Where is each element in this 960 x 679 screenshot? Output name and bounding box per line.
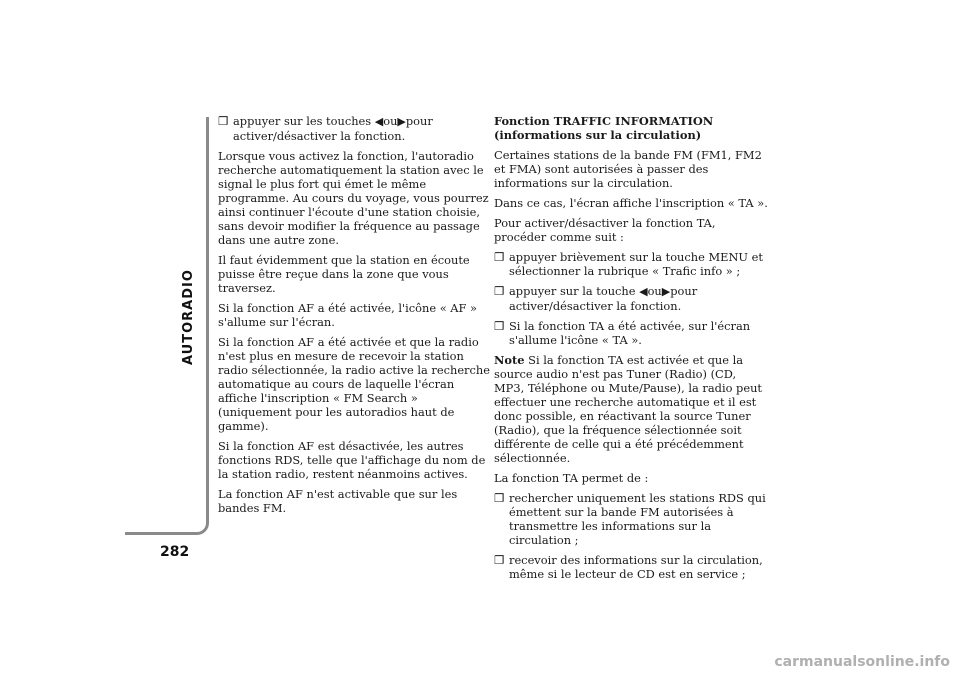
paragraph: Certaines stations de la bande FM (FM1, FM2 et FMA) sont autorisées à passer des informations sur la circulation. [494, 148, 762, 190]
bullet-text: rechercher uniquement les stations RDS qui émettent sur la bande FM autorisées à transmettre les informations sur la circulation ; [509, 491, 766, 547]
note-text: Si la fonction TA est activée et que la source audio n'est pas Tuner (Radio) (CD, MP3, Téléphone ou Mute/Pause), la radio peut effectuer une recherche automatique et il est donc possible, en réactivant la source Tuner (Radio), que la fréquence sélectionnée soit différente de celle qui a été précédemment sélectionnée. [494, 353, 763, 465]
paragraph: Il faut évidemment que la station en écoute puisse être reçue dans la zone que vous traversez. [218, 253, 470, 295]
paragraph: La fonction AF n'est activable que sur les bandes FM. [218, 487, 458, 515]
bullet-text-pre: appuyer sur la touche [509, 284, 636, 298]
bullet-text-pre: appuyer sur les touches [233, 114, 372, 128]
page-number: 282 [160, 544, 190, 560]
bullet-glyph: ❒ [494, 250, 505, 264]
right-arrow-icon: ▶ [661, 285, 671, 298]
paragraph: Si la fonction AF est désactivée, les autres fonctions RDS, telle que l'affichage du nom de la station radio, restent néanmoins actives. [218, 439, 486, 481]
bullet-text: Si la fonction TA a été activée, sur l'écran s'allume l'icône « TA ». [509, 319, 751, 347]
bullet-text-post: pour activer/désactiver la fonction. [509, 284, 698, 313]
watermark: carmanualsonline.info [774, 654, 950, 670]
left-arrow-icon: ◀ [374, 115, 384, 128]
right-arrow-icon: ▶ [397, 115, 406, 128]
left-column [218, 114, 493, 521]
paragraph: Si la fonction AF a été activée, l'icône « AF » s'allume sur l'écran. [218, 301, 477, 329]
left-arrow-icon: ◀ [639, 285, 648, 298]
paragraph: Dans ce cas, l'écran affiche l'inscription « TA ». [494, 196, 768, 210]
paragraph: Si la fonction AF a été activée et que la radio n'est plus en mesure de recevoir la station radio sélectionnée, la radio active la recherche automatique au cours de laquelle l'écran affiche l'inscription « FM Search » (uniquement pour les autoradios haut de gamme). [218, 335, 490, 433]
bullet-glyph: ❒ [218, 114, 229, 128]
paragraph: La fonction TA permet de : [494, 471, 649, 485]
bullet-item [494, 319, 769, 347]
bullet-text: appuyer brièvement sur la touche MENU et sélectionner la rubrique « Trafic info » ; [509, 250, 763, 278]
paragraph: Lorsque vous activez la fonction, l'autoradio recherche automatiquement la station avec le signal le plus fort qui émet le même programme. Au cours du voyage, vous pourrez ainsi continuer l'écoute d'une station choisie, sans devoir modifier la fréquence au passage dans une autre zone. [218, 149, 489, 247]
note-label: Note [494, 353, 525, 367]
bullet-item [494, 284, 769, 313]
bullet-text-post: pour activer/désactiver la fonction. [233, 114, 433, 143]
note-paragraph [494, 353, 769, 465]
right-column [494, 114, 769, 587]
section-heading: Fonction TRAFFIC INFORMATION (informations sur la circulation) [494, 114, 714, 142]
bullet-item [494, 250, 769, 278]
page-frame [125, 117, 209, 535]
bullet-af-toggle [218, 114, 493, 143]
bullet-glyph: ❒ [494, 284, 505, 298]
bullet-text-mid: ou [383, 114, 398, 128]
bullet-text: recevoir des informations sur la circulation, même si le lecteur de CD est en service ; [509, 553, 763, 581]
bullet-glyph: ❒ [494, 491, 505, 505]
bullet-glyph: ❒ [494, 319, 505, 333]
bullet-glyph: ❒ [494, 553, 505, 567]
paragraph: Pour activer/désactiver la fonction TA, procéder comme suit : [494, 216, 716, 244]
bullet-text-mid: ou [647, 284, 662, 298]
bullet-item [494, 553, 769, 581]
bullet-item [494, 491, 769, 547]
section-label: AUTORADIO [181, 269, 196, 365]
